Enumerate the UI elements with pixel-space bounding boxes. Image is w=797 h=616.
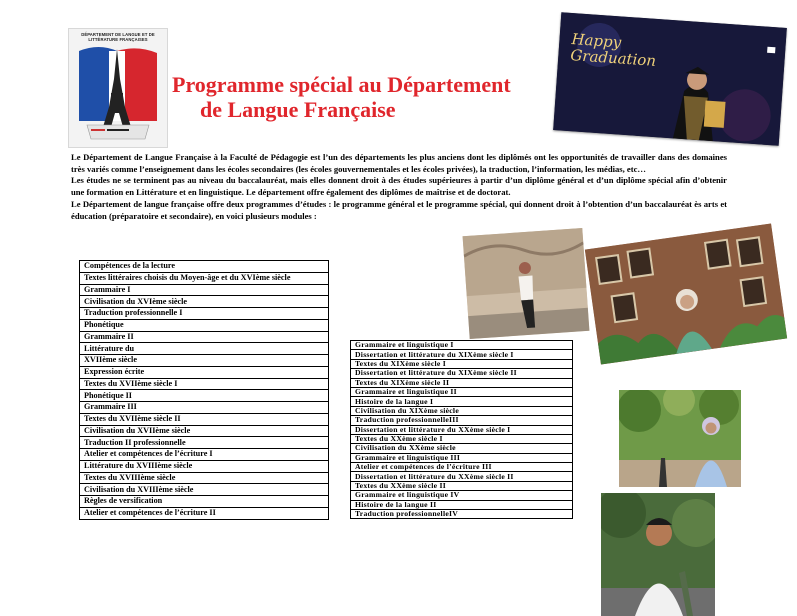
student-photo-3 xyxy=(619,390,741,487)
student-garden-scene xyxy=(619,390,741,487)
module-cell: Textes du XXème siècle I xyxy=(351,434,573,443)
table-row xyxy=(351,472,573,481)
table-row xyxy=(351,491,573,500)
module-cell: Règles de versification xyxy=(80,496,329,508)
student-standing-scene xyxy=(463,228,590,339)
module-cell: Grammaire et linguistique II xyxy=(351,387,573,396)
module-cell: Textes du XIXème siècle I xyxy=(351,359,573,368)
table-row xyxy=(80,507,329,519)
table-row xyxy=(80,460,329,472)
module-cell: Textes du XXème siècle II xyxy=(351,481,573,490)
table-row xyxy=(351,434,573,443)
page-title xyxy=(172,72,572,122)
table-row xyxy=(80,496,329,508)
table-row xyxy=(351,369,573,378)
table-row xyxy=(351,378,573,387)
table-row xyxy=(80,378,329,390)
table-row xyxy=(80,402,329,414)
module-cell: Histoire de la langue II xyxy=(351,500,573,509)
intro-paragraph: Le Département de Langue Française à la Faculté de Pédagogie est l’un des départements les plus anciens dont les diplômés ont les opportunités de travailler dans des domaines très variés comme l’enseignement dans les écoles secondaires (les écoles gouvernementales et les écoles privées), la traduction, l’information, les médias, etc… xyxy=(71,152,727,174)
table-row xyxy=(80,261,329,273)
table-row xyxy=(80,425,329,437)
table-row xyxy=(351,510,573,519)
table-row xyxy=(351,500,573,509)
intro-text xyxy=(71,152,727,222)
module-cell: Textes du XVIIème siècle I xyxy=(80,378,329,390)
table-row xyxy=(80,484,329,496)
student-portrait-wall-scene xyxy=(585,223,787,364)
module-cell: Civilisation du XVIème siècle xyxy=(80,296,329,308)
table-row xyxy=(80,366,329,378)
table-row xyxy=(80,413,329,425)
modules-table-left xyxy=(79,260,329,520)
module-cell: Atelier et compétences de l’écriture I xyxy=(80,449,329,461)
department-logo xyxy=(68,28,168,148)
modules-table-right xyxy=(350,340,573,519)
module-cell: Compétences de la lecture xyxy=(80,261,329,273)
module-cell: Dissertation et littérature du XIXème siècle II xyxy=(351,369,573,378)
module-cell: Dissertation et littérature du XXème siècle II xyxy=(351,472,573,481)
table-row xyxy=(80,355,329,367)
table-row xyxy=(351,397,573,406)
table-row xyxy=(80,296,329,308)
table-row xyxy=(351,350,573,359)
module-cell: Grammaire I xyxy=(80,284,329,296)
student-photo-2 xyxy=(585,223,787,364)
module-cell: Grammaire et linguistique III xyxy=(351,453,573,462)
table-row xyxy=(351,444,573,453)
module-cell: Littérature du xyxy=(80,343,329,355)
module-cell: Traduction professionnelleIII xyxy=(351,416,573,425)
intro-paragraph: Les études ne se terminent pas au niveau du baccalauréat, mais elles donnent droit à des études supérieures à partir d’un diplôme général et d’un diplôme spécial afin d’obtenir une formation en Littérature et en linguistique. Le département offre également des diplômes de maîtrise et de doctorat. xyxy=(71,175,727,198)
module-cell: Littérature du XVIIIème siècle xyxy=(80,460,329,472)
module-cell: Expression écrite xyxy=(80,366,329,378)
table-row xyxy=(351,463,573,472)
module-cell: Textes littéraires choisis du Moyen-âge et du XVIème siècle xyxy=(80,272,329,284)
module-cell: Grammaire III xyxy=(80,402,329,414)
table-row xyxy=(80,319,329,331)
student-photo-1 xyxy=(463,228,590,339)
eiffel-tower-flag-emblem xyxy=(69,29,167,147)
table-row xyxy=(351,481,573,490)
table-row xyxy=(80,331,329,343)
table-row xyxy=(80,272,329,284)
module-cell: XVIIème siècle xyxy=(80,355,329,367)
table-row xyxy=(80,308,329,320)
table-row xyxy=(351,406,573,415)
student-photo-4 xyxy=(601,493,715,616)
table-row xyxy=(80,284,329,296)
module-cell: Dissertation et littérature du XIXème siècle I xyxy=(351,350,573,359)
module-cell: Civilisation du XXème siècle xyxy=(351,444,573,453)
table-row xyxy=(351,359,573,368)
module-cell: Traduction II professionnelle xyxy=(80,437,329,449)
module-cell: Histoire de la langue I xyxy=(351,397,573,406)
module-cell: Textes du XVIIIème siècle xyxy=(80,472,329,484)
page-title-line-1: Programme spécial au Département xyxy=(172,72,511,97)
graduation-photo xyxy=(553,12,787,145)
table-row xyxy=(80,343,329,355)
module-cell: Atelier et compétences de l’écriture III xyxy=(351,463,573,472)
module-cell: Civilisation du XVIIème siècle xyxy=(80,425,329,437)
module-cell: Atelier et compétences de l’écriture II xyxy=(80,507,329,519)
intro-paragraph: Le Département de langue française offre deux programmes d’études : le programme général et le programme spécial, qui donnent droit à l’obtention d’un baccalauréat ès arts et éducation (préparatoire et secondaire), en voici plusieurs modules : xyxy=(71,198,727,221)
module-cell: Phonétique II xyxy=(80,390,329,402)
graduation-banner: Happy Graduation xyxy=(569,30,657,70)
table-row xyxy=(351,453,573,462)
module-cell: Grammaire II xyxy=(80,331,329,343)
module-cell: Textes du XVIIème siècle II xyxy=(80,413,329,425)
module-cell: Traduction professionnelleIV xyxy=(351,510,573,519)
table-row xyxy=(351,416,573,425)
table-row xyxy=(351,425,573,434)
module-cell: Grammaire et linguistique I xyxy=(351,341,573,350)
table-row xyxy=(351,341,573,350)
table-row xyxy=(351,387,573,396)
module-cell: Phonétique xyxy=(80,319,329,331)
table-row xyxy=(80,437,329,449)
module-cell: Dissertation et littérature du XXème siècle I xyxy=(351,425,573,434)
logo-caption: DÉPARTEMENT DE LANGUE ET DE LITTÉRATURE FRANÇAISES xyxy=(81,32,155,42)
table-row xyxy=(80,449,329,461)
module-cell: Civilisation du XVIIIème siècle xyxy=(80,484,329,496)
module-cell: Textes du XIXème siècle II xyxy=(351,378,573,387)
table-row xyxy=(80,472,329,484)
module-cell: Grammaire et linguistique IV xyxy=(351,491,573,500)
table-row xyxy=(80,390,329,402)
student-outdoor-scene xyxy=(601,493,715,616)
page-title-line-2: de Langue Française xyxy=(200,97,396,122)
module-cell: Civilisation du XIXème siècle xyxy=(351,406,573,415)
module-cell: Traduction professionnelle I xyxy=(80,308,329,320)
